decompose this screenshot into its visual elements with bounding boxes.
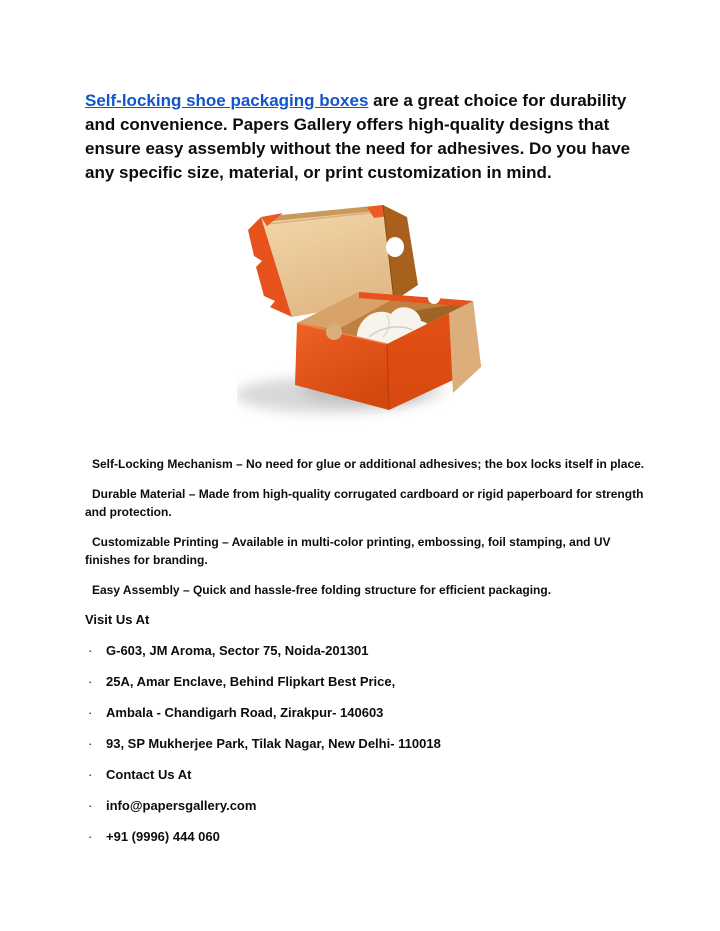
- bullet-text: +91 (9996) 444 060: [106, 829, 220, 844]
- shoebox-image: [237, 197, 487, 425]
- bullet-text: 93, SP Mukherjee Park, Tilak Nagar, New Delhi- 110018: [106, 736, 441, 751]
- feature-self-locking: Self-Locking Mechanism – No need for glue or additional adhesives; the box locks itself in place.: [92, 457, 645, 471]
- intro-text: are a great choice for durability and convenience. Papers Gallery offers high-quality designs that ensure easy assembly without the need for adhesives. Do you have any specific size, material, or print customization in mind.: [85, 91, 631, 182]
- intro-hyperlink[interactable]: Self-locking shoe packaging boxes: [85, 91, 369, 110]
- list-item-email: [85, 797, 645, 815]
- bullet-text: G-603, JM Aroma, Sector 75, Noida-201301: [106, 643, 369, 658]
- feature-durable-material: Durable Material – Made from high-quality corrugated cardboard or rigid paperboard for strength and protection.: [85, 487, 644, 519]
- feature-customizable-printing: Customizable Printing – Available in multi-color printing, embossing, foil stamping, and UV finishes for branding.: [85, 535, 611, 567]
- bullet-marker: ·: [88, 705, 93, 720]
- list-item-address-zirakpur: [85, 704, 645, 722]
- bullet-text: 25A, Amar Enclave, Behind Flipkart Best Price,: [106, 674, 396, 689]
- visit-us-heading: Visit Us At: [85, 612, 150, 627]
- bullet-marker: ·: [88, 767, 93, 782]
- bullet-text: info@papersgallery.com: [106, 798, 257, 813]
- bullet-marker: ·: [88, 798, 93, 813]
- bullet-text: Ambala - Chandigarh Road, Zirakpur- 140603: [106, 705, 384, 720]
- bullet-marker: ·: [88, 674, 93, 689]
- feature-easy-assembly: Easy Assembly – Quick and hassle-free folding structure for efficient packaging.: [92, 583, 552, 597]
- list-item-address-noida: [85, 642, 645, 660]
- contact-bullet-list: [85, 642, 645, 846]
- list-item-address-amar-enclave: [85, 673, 645, 691]
- list-item-address-new-delhi: [85, 735, 645, 753]
- bullet-marker: ·: [88, 643, 93, 658]
- document-body: [85, 89, 645, 859]
- shoebox-illustration: [237, 197, 487, 425]
- bullet-text: Contact Us At: [106, 767, 192, 782]
- list-item-phone: [85, 828, 645, 846]
- list-item-contact-us: [85, 766, 645, 784]
- bullet-marker: ·: [88, 736, 93, 751]
- bullet-marker: ·: [88, 829, 93, 844]
- intro-paragraph: [85, 89, 645, 185]
